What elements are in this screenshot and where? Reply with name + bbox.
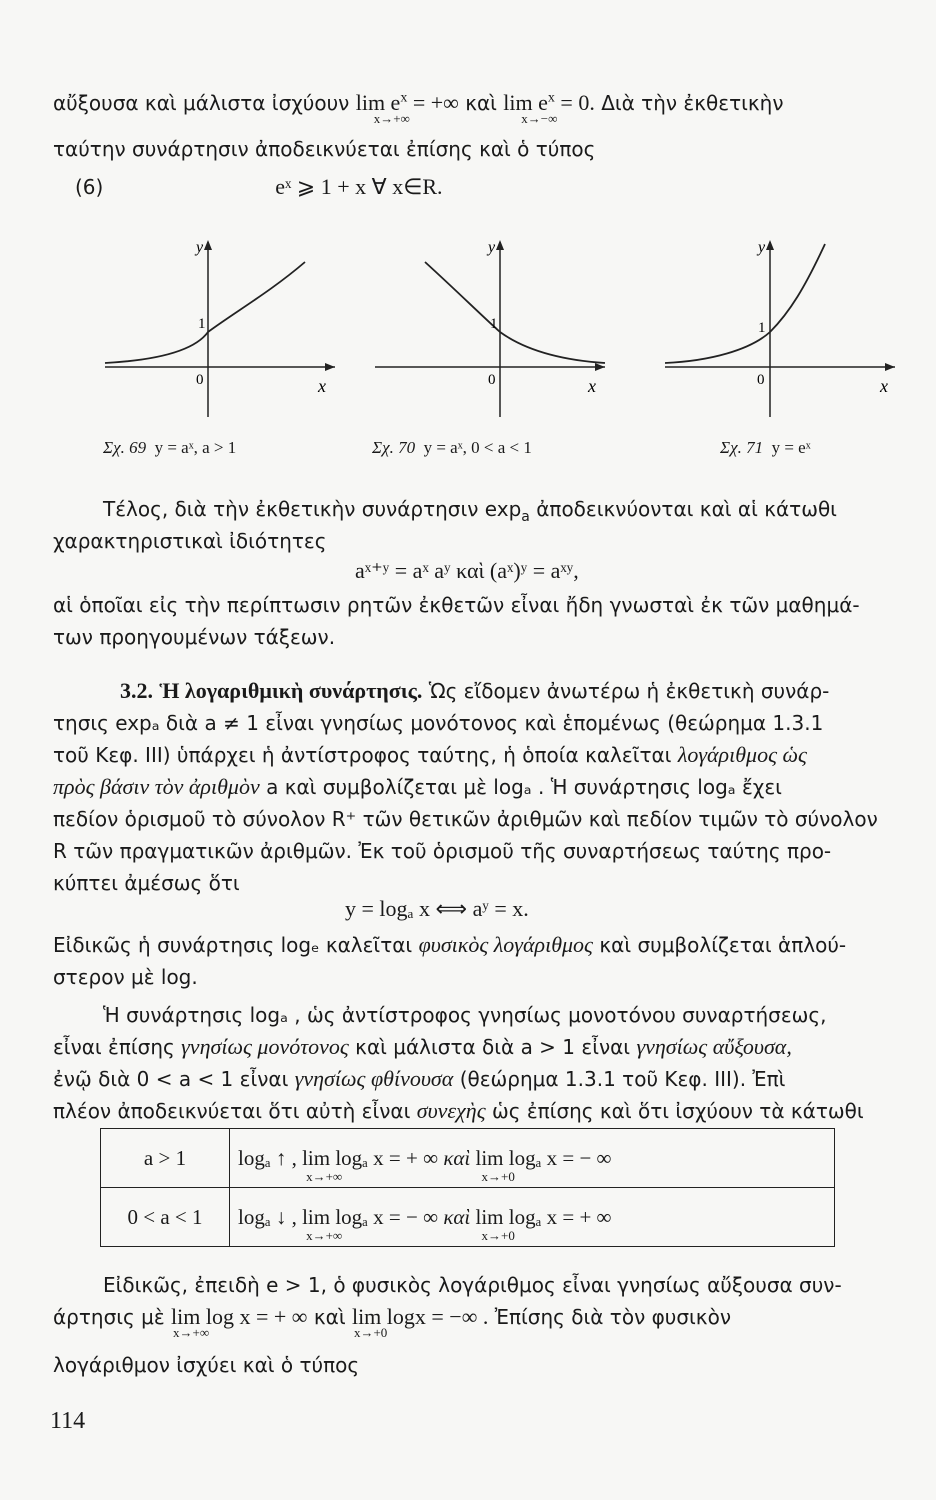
text: καὶ: [443, 1145, 471, 1170]
y-label: y: [488, 239, 496, 256]
section-line-5: πεδίον ὁρισμοῦ τὸ σύνολον R⁺ τῶν θετικῶν ἀριθμῶν καὶ πεδίον τιμῶν τὸ σύνολον: [53, 807, 878, 831]
limit-subscript: x→+0: [353, 1325, 388, 1340]
caption-text: y = eˣ: [771, 438, 811, 457]
caption-prefix: Σχ. 69: [103, 438, 147, 457]
y-label: y: [758, 239, 766, 256]
table-cell-properties: [230, 1129, 835, 1188]
sub: a: [521, 509, 530, 525]
text: τοῦ Κεφ. III) ὑπάρχει ἡ ἀντίστροφος ταύτης, ἡ ὁποία καλεῖται: [53, 743, 672, 767]
limit: [475, 1145, 612, 1184]
x-label: x: [318, 376, 326, 396]
caption-prefix: Σχ. 71: [720, 438, 764, 457]
text: καὶ μάλιστα διὰ a > 1 εἶναι: [355, 1035, 631, 1059]
text: Ὡς εἴδομεν ἀνωτέρω ἡ ἐκθετικὴ συνάρ-: [428, 679, 830, 703]
tick-1-label: 1: [490, 316, 498, 332]
page-number: 114: [50, 1408, 86, 1434]
text: lim logₐ x = − ∞: [475, 1145, 612, 1170]
limit-subscript: x→+∞: [173, 1325, 210, 1340]
x-label: x: [588, 376, 596, 396]
formula: eˣ ⩾ 1 + x ∀ x∈R.: [275, 174, 443, 199]
x-axis-arrow: [885, 363, 895, 371]
section-line-10: Ἡ συνάρτησις logₐ , ὡς ἀντίστροφος γνησίως μονοτόνου συναρτήσεως,: [103, 1003, 827, 1027]
text: lim e: [355, 90, 401, 115]
paragraph-1-line-2: ταύτην συνάρτησιν ἀποδεικνύεται ἐπίσης καὶ ὁ τύπος: [53, 137, 596, 161]
figure-69-graph: [100, 232, 340, 427]
text: λογάριθμος ὡς: [677, 742, 807, 767]
y-axis-arrow: [204, 240, 212, 250]
limit: [475, 1204, 612, 1243]
text: = 0.: [560, 90, 595, 115]
exp-curve-e: [665, 244, 825, 363]
formula-6: [53, 172, 903, 203]
text: Εἰδικῶς ἡ συνάρτησις logₑ καλεῖται: [53, 933, 413, 957]
exp-curve-increasing: [105, 262, 305, 363]
limit: [302, 1204, 439, 1243]
figure-71-caption: [720, 438, 811, 458]
text: πλέον ἀποδεικνύεται ὅτι αὐτὴ εἶναι: [53, 1099, 411, 1123]
limit-subscript: x→+0: [481, 1168, 515, 1184]
caption-prefix: Σχ. 70: [372, 438, 416, 457]
paragraph-3-line-3: λογάριθμον ἰσχύει καὶ ὁ τύπος: [53, 1353, 360, 1377]
paragraph-2-line-3: αἱ ὁποῖαι εἰς τὴν περίπτωσιν ρητῶν ἐκθετῶν εἶναι ἤδη γνωσταὶ ἐκ τῶν μαθημά-: [53, 593, 860, 617]
x-label: x: [880, 376, 888, 396]
paragraph-2-line-1: [103, 494, 903, 524]
text: logₐ ↑ ,: [238, 1145, 297, 1170]
sup: x: [547, 90, 555, 106]
section-number: 3.2.: [120, 678, 153, 703]
paragraph-1-line-1: [53, 88, 903, 126]
text: Τέλος, διὰ τὴν ἐκθετικὴν συνάρτησιν exp: [103, 497, 522, 521]
limit-2-subscript: x→−∞: [521, 111, 558, 126]
formula-number: (6): [75, 175, 104, 199]
text: lim logx = −∞ .: [351, 1304, 489, 1329]
text: (θεώρημα 1.3.1 τοῦ Κεφ. III). Ἐπὶ: [459, 1067, 786, 1091]
section-line-3: [53, 740, 903, 770]
section-line-4: [53, 772, 903, 802]
section-line-7: κύπτει ἀμέσως ὅτι: [53, 871, 240, 895]
limit-subscript: x→+0: [481, 1227, 515, 1243]
y-axis-arrow: [496, 240, 504, 250]
limit-1-subscript: x→+∞: [373, 111, 410, 126]
paragraph-2-line-4: των προηγουμένων τάξεων.: [53, 625, 336, 649]
origin-label: 0: [196, 372, 204, 388]
figure-69-caption: [103, 438, 236, 458]
section-line-2: τησις expₐ διὰ a ≠ 1 εἶναι γνησίως μονότονος καὶ ἑπομένως (θεώρημα 1.3.1: [53, 711, 824, 735]
log-properties-table: [100, 1128, 835, 1247]
section-line-8: [53, 930, 903, 960]
text: συνεχὴς: [416, 1098, 486, 1123]
text: γνησίως φθίνουσα: [294, 1066, 454, 1091]
text: καὶ συμβολίζεται ἁπλού-: [599, 933, 847, 957]
x-axis-arrow: [325, 363, 335, 371]
text: γνησίως μονότονος: [181, 1034, 349, 1059]
x-axis-arrow: [595, 363, 605, 371]
y-label: y: [196, 239, 204, 256]
paragraph-3-line-1: Εἰδικῶς, ἐπειδὴ e > 1, ὁ φυσικὸς λογάριθμος εἶναι γνησίως αὔξουσα συν-: [103, 1273, 842, 1297]
text: φυσικὸς λογάριθμος: [418, 932, 593, 957]
section-line-13: [53, 1096, 903, 1126]
origin-label: 0: [488, 372, 496, 388]
text: lim logₐ x = + ∞: [302, 1145, 439, 1170]
caption-text: y = aˣ, a > 1: [154, 438, 237, 457]
tick-1-label: 1: [758, 320, 766, 336]
text: ὡς ἐπίσης καὶ ὅτι ἰσχύουν τὰ κάτωθι: [491, 1099, 864, 1123]
table-cell-condition: 0 < a < 1: [101, 1188, 230, 1247]
limit-subscript: x→+∞: [306, 1227, 343, 1243]
paragraph-3-line-2: [53, 1302, 903, 1340]
text: ἀποδεικνύονται καὶ αἱ κάτωθι: [536, 497, 837, 521]
limit-2: [503, 88, 595, 126]
text: πρὸς βάσιν τὸν ἀριθμὸν: [53, 774, 260, 799]
tick-1-label: 1: [198, 316, 206, 332]
table-cell-properties: [230, 1188, 835, 1247]
text: καὶ: [465, 91, 497, 115]
limit: [171, 1302, 308, 1340]
text: lim logₐ x = − ∞: [302, 1204, 439, 1229]
exp-curve-decreasing: [425, 262, 605, 363]
text: καὶ: [443, 1204, 471, 1229]
section-line-11: [53, 1032, 903, 1062]
text: γνησίως αὔξουσα,: [636, 1034, 792, 1059]
limit-1: [355, 88, 459, 126]
text: lim log x = + ∞: [171, 1304, 308, 1329]
paragraph-2-line-2: χαρακτηριστικαὶ ἰδιότητες: [53, 529, 327, 553]
table-row: [101, 1188, 835, 1247]
text: Ἐπίσης διὰ τὸν φυσικὸν: [494, 1305, 731, 1329]
text: lim e: [503, 90, 548, 115]
text: εἶναι ἐπίσης: [53, 1035, 175, 1059]
table-row: [101, 1129, 835, 1188]
figure-70-graph: [370, 232, 610, 427]
text: ἐνῷ διὰ 0 < a < 1 εἶναι: [53, 1067, 289, 1091]
section-line-9: στερον μὲ log.: [53, 965, 198, 989]
text: logₐ ↓ ,: [238, 1204, 297, 1229]
origin-label: 0: [757, 372, 765, 388]
figure-70-caption: [372, 438, 532, 458]
section-3-2-line-1: [120, 676, 910, 706]
section-line-12: [53, 1064, 903, 1094]
figure-71-graph: [665, 232, 905, 427]
text: καὶ: [313, 1305, 346, 1329]
section-title: Ἡ λογαριθμικὴ συνάρτησις.: [159, 678, 423, 703]
text: a καὶ συμβολίζεται μὲ logₐ . Ἡ συνάρτησις logₐ ἔχει: [266, 775, 782, 799]
limit: [351, 1302, 489, 1340]
sup: x: [400, 90, 408, 106]
y-axis-arrow: [766, 240, 774, 250]
text: = +∞: [412, 90, 459, 115]
text: lim logₐ x = + ∞: [475, 1204, 612, 1229]
text: αὔξουσα καὶ μάλιστα ἰσχύουν: [53, 91, 350, 115]
table-cell-condition: a > 1: [101, 1129, 230, 1188]
section-line-6: R τῶν πραγματικῶν ἀριθμῶν. Ἐκ τοῦ ὁρισμοῦ τῆς συναρτήσεως ταύτης προ-: [53, 839, 832, 863]
text: Διὰ τὴν ἐκθετικὴν: [601, 91, 784, 115]
formula-log-definition: y = logₐ x ⟺ aʸ = x.: [345, 896, 529, 921]
formula-exp-properties: aˣ⁺ʸ = aˣ aʸ καὶ (aˣ)ʸ = aˣʸ,: [355, 558, 579, 583]
text: άρτησις μὲ: [53, 1305, 165, 1329]
limit: [302, 1145, 439, 1184]
caption-text: y = aˣ, 0 < a < 1: [423, 438, 532, 457]
limit-subscript: x→+∞: [306, 1168, 343, 1184]
